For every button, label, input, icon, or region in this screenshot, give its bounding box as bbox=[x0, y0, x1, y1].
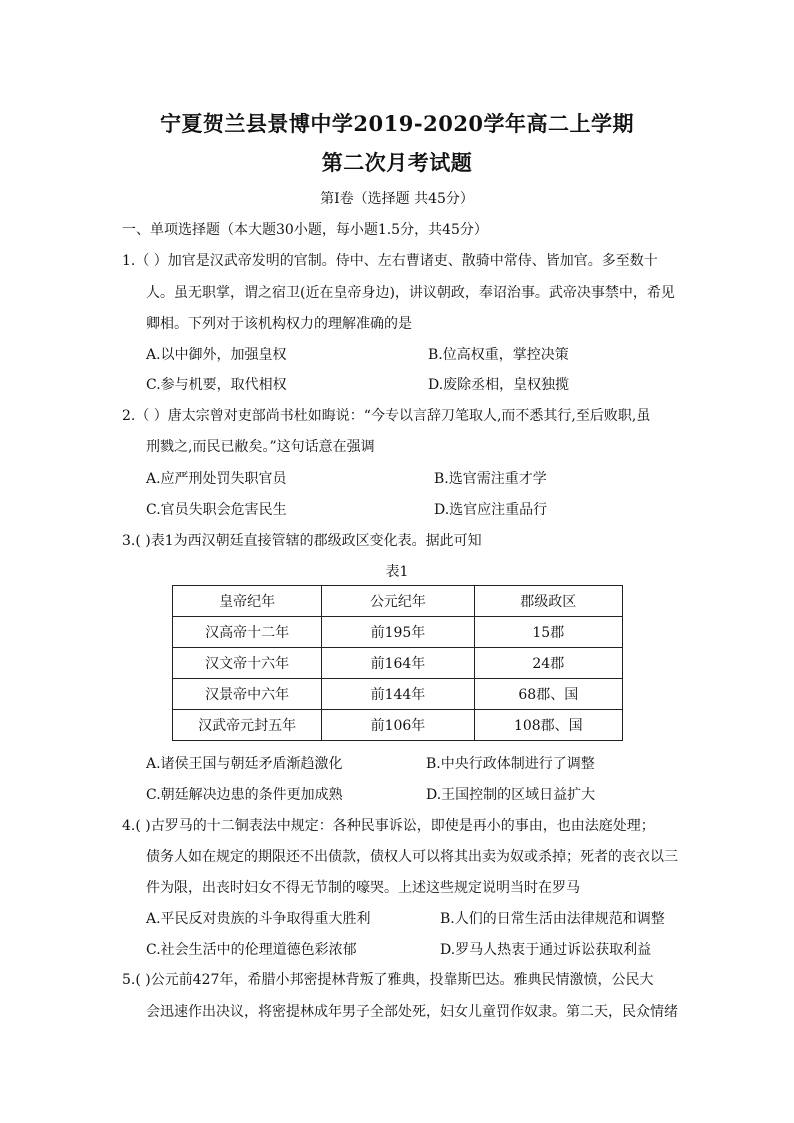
question-stem-line: 人。虽无职掌，谓之宿卫(近在皇帝身边)，讲议朝政，奉诏治事。武帝决事禁中，希见 bbox=[146, 285, 675, 301]
volume-label: 第Ⅰ卷（选择题 共45分） bbox=[320, 191, 474, 207]
table-cell: 汉景帝中六年 bbox=[173, 679, 322, 710]
table-caption: 表1 bbox=[385, 564, 409, 580]
table-cell: 15郡 bbox=[474, 617, 622, 648]
question-stem-line: 1.（ ）加官是汉武帝发明的官制。侍中、左右曹诸吏、散骑中常侍、皆加官。多至数十 bbox=[122, 253, 658, 269]
table-cell: 汉文帝十六年 bbox=[173, 648, 322, 679]
option-b: B.选官需注重才学 bbox=[434, 471, 547, 487]
table-cell: 前164年 bbox=[322, 648, 474, 679]
question-stem-line: 会迅速作出决议，将密提林成年男子全部处死，妇女儿童罚作奴隶。第二天，民众情绪 bbox=[146, 1004, 678, 1020]
option-d: D.王国控制的区域日益扩大 bbox=[426, 787, 596, 803]
table-cell: 汉武帝元封五年 bbox=[173, 710, 322, 741]
table-row bbox=[173, 679, 623, 710]
table-cell: 前195年 bbox=[322, 617, 474, 648]
exam-subtitle: 第二次月考试题 bbox=[321, 150, 473, 175]
option-a: A.以中御外，加强皇权 bbox=[146, 347, 287, 363]
option-c: C.官员失职会危害民生 bbox=[146, 502, 287, 518]
question-stem-line: 4.( )古罗马的十二铜表法中规定：各种民事诉讼，即使是再小的事由，也由法庭处理； bbox=[122, 818, 655, 834]
option-d: D.选官应注重品行 bbox=[434, 502, 548, 518]
table-row bbox=[173, 648, 623, 679]
option-a: A.诸侯王国与朝廷矛盾渐趋激化 bbox=[146, 756, 343, 772]
table-header-cell: 皇帝纪年 bbox=[173, 586, 322, 617]
option-d: D.罗马人热衷于通过诉讼获取利益 bbox=[440, 942, 652, 958]
option-c: C.社会生活中的伦理道德色彩浓郁 bbox=[146, 942, 357, 958]
table-1 bbox=[172, 585, 623, 741]
table-cell: 汉高帝十二年 bbox=[173, 617, 322, 648]
question-stem-line: 债务人如在规定的期限还不出债款，债权人可以将其出卖为奴或杀掉；死者的丧衣以三 bbox=[146, 849, 678, 865]
option-b: B.中央行政体制进行了调整 bbox=[426, 756, 595, 772]
option-d: D.废除丞相，皇权独揽 bbox=[428, 377, 570, 393]
question-stem-line: 3.( )表1为西汉朝廷直接管辖的郡级政区变化表。据此可知 bbox=[122, 533, 482, 549]
question-stem-line: 件为限，出丧时妇女不得无节制的嚎哭。上述这些规定说明当时在罗马 bbox=[146, 880, 580, 896]
table-row bbox=[173, 617, 623, 648]
option-b: B.位高权重，掌控决策 bbox=[428, 347, 569, 363]
question-stem-line: 5.( )公元前427年，希腊小邦密提林背叛了雅典，投靠斯巴达。雅典民情激愤，公民大 bbox=[122, 972, 654, 988]
section-heading: 一、单项选择题（本大题30小题，每小题1.5分，共45分） bbox=[122, 222, 488, 238]
question-stem-line: 2.（ ）唐太宗曾对吏部尚书杜如晦说：“今专以言辞刀笔取人,而不悉其行,至后败职,虽 bbox=[122, 408, 651, 424]
option-a: A.应严刑处罚失职官员 bbox=[146, 471, 287, 487]
table-cell: 68郡、国 bbox=[474, 679, 622, 710]
option-c: C.朝廷解决边患的条件更加成熟 bbox=[146, 787, 343, 803]
table-header-row bbox=[173, 586, 623, 617]
option-b: B.人们的日常生活由法律规范和调整 bbox=[440, 911, 665, 927]
question-stem-line: 卿相。下列对于该机构权力的理解准确的是 bbox=[146, 316, 412, 332]
table-row bbox=[173, 710, 623, 741]
table-cell: 108郡、国 bbox=[474, 710, 622, 741]
table-cell: 前106年 bbox=[322, 710, 474, 741]
option-a: A.平民反对贵族的斗争取得重大胜利 bbox=[146, 911, 371, 927]
option-c: C.参与机要，取代相权 bbox=[146, 377, 287, 393]
exam-title: 宁夏贺兰县景博中学2019-2020学年高二上学期 bbox=[159, 111, 635, 136]
table-header-cell: 公元纪年 bbox=[322, 586, 474, 617]
question-stem-line: 刑戮之,而民已敝矣。”这句话意在强调 bbox=[146, 439, 375, 455]
table-cell: 前144年 bbox=[322, 679, 474, 710]
table-cell: 24郡 bbox=[474, 648, 622, 679]
table-header-cell: 郡级政区 bbox=[474, 586, 622, 617]
